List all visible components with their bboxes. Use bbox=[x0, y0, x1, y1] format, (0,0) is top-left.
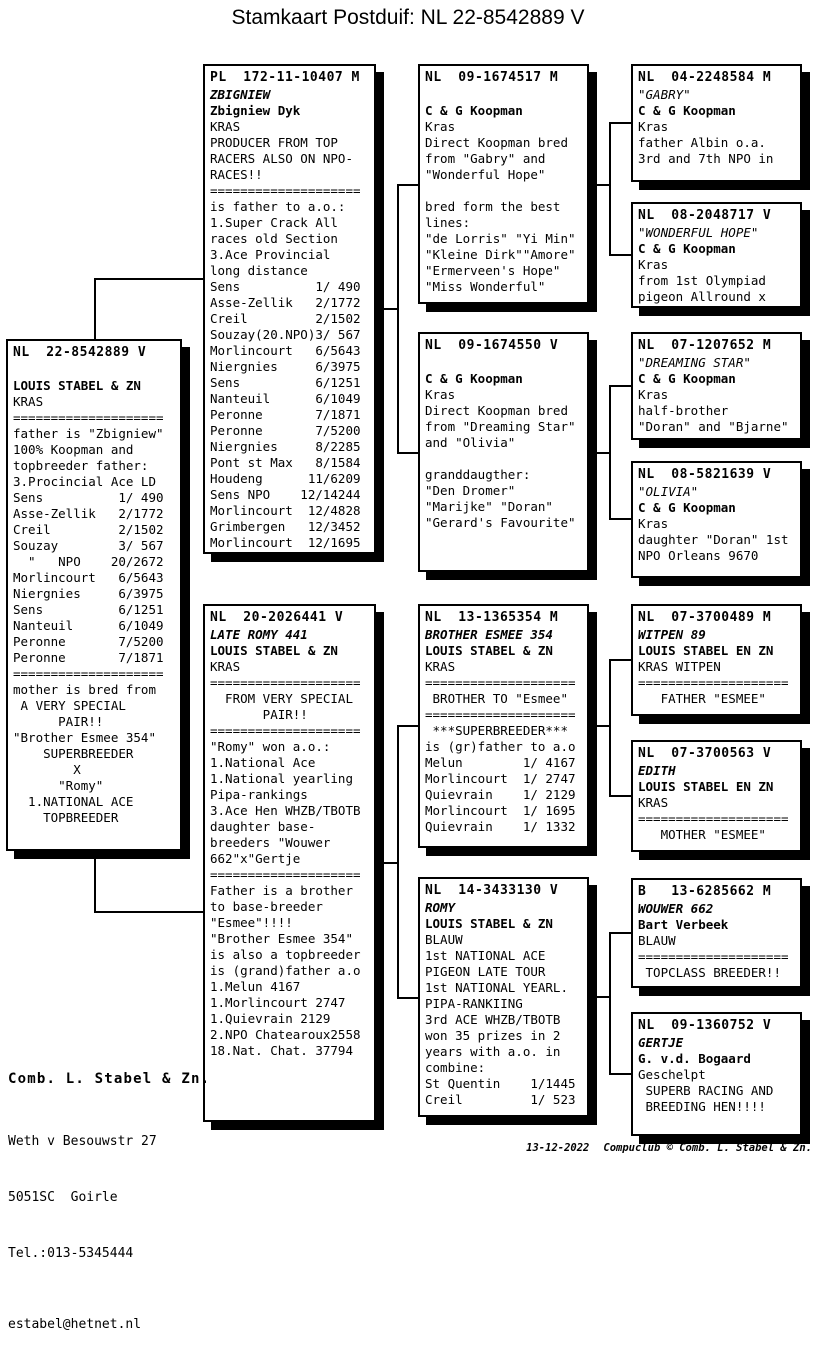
ring-number: NL 20-2026441 V bbox=[210, 610, 344, 625]
box-line: 18.Nat. Chat. 37794 bbox=[210, 1043, 353, 1058]
box-line: Sens NPO 12/14244 bbox=[210, 487, 361, 502]
pedigree-box-fff bbox=[631, 64, 802, 182]
connector-line bbox=[609, 254, 631, 256]
box-line: FROM VERY SPECIAL bbox=[210, 691, 353, 706]
box-line: Niergnies 6/3975 bbox=[210, 359, 361, 374]
box-line: "Romy" bbox=[13, 778, 104, 793]
connector-line bbox=[376, 308, 398, 310]
pedigree-box-mm bbox=[418, 877, 589, 1117]
connector-line bbox=[609, 122, 611, 256]
box-line: topbreeder father: bbox=[13, 458, 149, 473]
box-line: ==================== bbox=[425, 675, 576, 690]
box-line: "de Lorris" "Yi Min" bbox=[425, 231, 576, 246]
connector-line bbox=[609, 659, 631, 661]
box-line: "Gerard's Favourite" bbox=[425, 515, 576, 530]
ring-number: NL 07-3700489 M bbox=[638, 610, 772, 625]
box-line: PIGEON LATE TOUR bbox=[425, 964, 546, 979]
box-line: 3.Procincial Ace LD bbox=[13, 474, 156, 489]
pedigree-box-mf bbox=[418, 604, 589, 848]
breeder-street: Weth v Besouwstr 27 bbox=[8, 1134, 157, 1149]
box-line: father Albin o.a. bbox=[638, 135, 766, 150]
box-line: Grimbergen 12/3452 bbox=[210, 519, 361, 534]
connector-line bbox=[609, 659, 611, 797]
box-line: to base-breeder bbox=[210, 899, 323, 914]
pedigree-box-mmf bbox=[631, 878, 802, 988]
box-line: Sens 6/1251 bbox=[13, 602, 164, 617]
box-line: GERTJE bbox=[638, 1035, 684, 1050]
box-line: Kras bbox=[638, 119, 669, 134]
box-line: Father is a brother bbox=[210, 883, 353, 898]
box-line: Bart Verbeek bbox=[638, 917, 729, 932]
box-line: C & G Koopman bbox=[638, 500, 736, 515]
box-line bbox=[425, 183, 582, 199]
ring-number: NL 07-3700563 V bbox=[638, 746, 772, 761]
box-line: RACERS ALSO ON NPO- bbox=[210, 151, 353, 166]
ring-number: NL 13-1365354 M bbox=[425, 610, 559, 625]
box-line: LOUIS STABEL & ZN bbox=[210, 643, 338, 658]
box-line: "Marijke" "Doran" bbox=[425, 499, 553, 514]
box-line: Morlincourt 12/4828 bbox=[210, 503, 361, 518]
box-line: ==================== bbox=[210, 867, 361, 882]
box-line: Zbigniew Dyk bbox=[210, 103, 301, 118]
box-line: Asse-Zellik 2/1772 bbox=[13, 506, 164, 521]
box-line: PAIR!! bbox=[13, 714, 104, 729]
page-title: Stamkaart Postduif: NL 22-8542889 V bbox=[231, 6, 585, 29]
box-line: KRAS bbox=[425, 659, 456, 674]
box-line: BROTHER TO "Esmee" bbox=[425, 691, 568, 706]
box-line: MOTHER "ESMEE" bbox=[638, 827, 766, 842]
box-line: is father to a.o.: bbox=[210, 199, 346, 214]
box-line: "Brother Esmee 354" bbox=[13, 730, 156, 745]
box-line: RACES!! bbox=[210, 167, 263, 182]
box-line: C & G Koopman bbox=[638, 103, 736, 118]
box-line: Creil 1/ 523 bbox=[425, 1092, 576, 1107]
box-line: G. v.d. Bogaard bbox=[638, 1051, 751, 1066]
box-line: from "Gabry" and bbox=[425, 151, 546, 166]
box-line: C & G Koopman bbox=[638, 241, 736, 256]
box-line: years with a.o. in bbox=[425, 1044, 561, 1059]
box-line: is also a topbreeder bbox=[210, 947, 361, 962]
box-line: "OLIVIA" bbox=[638, 484, 699, 499]
pedigree-box-ff bbox=[418, 64, 589, 304]
box-line: PAIR!! bbox=[210, 707, 308, 722]
box-line: "GABRY" bbox=[638, 87, 691, 102]
box-line: Nanteuil 6/1049 bbox=[210, 391, 361, 406]
connector-line bbox=[397, 997, 418, 999]
box-line: Peronne 7/5200 bbox=[13, 634, 164, 649]
connector-line bbox=[609, 385, 611, 520]
ring-number: NL 22-8542889 V bbox=[13, 345, 147, 360]
box-line: half-brother bbox=[638, 403, 729, 418]
box-line: from 1st Olympiad bbox=[638, 273, 766, 288]
box-line: "Ermerveen's Hope" bbox=[425, 263, 561, 278]
box-line: WOUWER 662 bbox=[638, 901, 714, 916]
box-line: LOUIS STABEL & ZN bbox=[425, 643, 553, 658]
connector-line bbox=[94, 911, 203, 913]
box-line: PIPA-RANKIING bbox=[425, 996, 523, 1011]
ring-number: NL 09-1674550 V bbox=[425, 338, 559, 353]
box-line: Morlincourt 1/ 2747 bbox=[425, 771, 576, 786]
box-line: FATHER "ESMEE" bbox=[638, 691, 766, 706]
box-line: Direct Koopman bred bbox=[425, 403, 568, 418]
box-line: C & G Koopman bbox=[425, 371, 523, 386]
connector-line bbox=[376, 862, 398, 864]
box-line: TOPBREEDER bbox=[13, 810, 119, 825]
box-line: 3.Ace Hen WHZB/TBOTB bbox=[210, 803, 361, 818]
box-line bbox=[13, 362, 175, 378]
connector-line bbox=[589, 725, 610, 727]
box-line: father is "Zbigniew" bbox=[13, 426, 164, 441]
box-line: combine: bbox=[425, 1060, 486, 1075]
contact-block bbox=[8, 1033, 210, 1370]
box-line: Sens 1/ 490 bbox=[13, 490, 164, 505]
box-line: "Miss Wonderful" bbox=[425, 279, 546, 294]
footer-date: 13-12-2022 bbox=[526, 1142, 590, 1154]
box-line: Niergnies 6/3975 bbox=[13, 586, 164, 601]
breeder-phone: Tel.:013-5345444 bbox=[8, 1246, 134, 1261]
footer-compuclub: Compuclub © Comb. L. Stabel & Zn. bbox=[603, 1142, 812, 1154]
box-line: Asse-Zellik 2/1772 bbox=[210, 295, 361, 310]
box-line: 1.National yearling bbox=[210, 771, 353, 786]
pedigree-box-fm bbox=[418, 332, 589, 572]
box-line: Morlincourt 6/5643 bbox=[13, 570, 164, 585]
box-line: Kras bbox=[638, 257, 669, 272]
box-line: KRAS bbox=[13, 394, 44, 409]
box-line: ==================== bbox=[13, 410, 164, 425]
connector-line bbox=[609, 518, 631, 520]
box-line: EDITH bbox=[638, 763, 676, 778]
pedigree-box-mfm bbox=[631, 740, 802, 852]
box-line: ==================== bbox=[425, 707, 576, 722]
connector-line bbox=[397, 184, 418, 186]
connector-line bbox=[589, 452, 610, 454]
box-line: 1.Melun 4167 bbox=[210, 979, 301, 994]
box-line: Geschelpt bbox=[638, 1067, 706, 1082]
box-line: 1.NATIONAL ACE bbox=[13, 794, 134, 809]
box-line: Pipa-rankings bbox=[210, 787, 308, 802]
box-line: 3rd and 7th NPO in bbox=[638, 151, 774, 166]
box-line: Quievrain 1/ 2129 bbox=[425, 787, 576, 802]
box-line: ==================== bbox=[638, 675, 789, 690]
box-line: 1.Morlincourt 2747 bbox=[210, 995, 346, 1010]
box-line: breeders "Wouwer bbox=[210, 835, 331, 850]
ring-number: NL 07-1207652 M bbox=[638, 338, 772, 353]
box-line: Morlincourt 12/1695 bbox=[210, 535, 361, 550]
box-line: A VERY SPECIAL bbox=[13, 698, 126, 713]
box-line: Direct Koopman bred bbox=[425, 135, 568, 150]
box-line: KRAS bbox=[210, 119, 241, 134]
pedigree-box-mmm bbox=[631, 1012, 802, 1136]
pedigree-box-fmm bbox=[631, 461, 802, 578]
box-line: and "Olivia" bbox=[425, 435, 516, 450]
box-line: Niergnies 8/2285 bbox=[210, 439, 361, 454]
pedigree-box-ffm bbox=[631, 202, 802, 308]
connector-line bbox=[589, 996, 610, 998]
pedigree-box-mother bbox=[203, 604, 376, 1122]
box-line: WITPEN 89 bbox=[638, 627, 706, 642]
box-line: bred form the best bbox=[425, 199, 561, 214]
box-line: Peronne 7/1871 bbox=[13, 650, 164, 665]
box-line: TOPCLASS BREEDER!! bbox=[638, 965, 781, 980]
box-line: BROTHER ESMEE 354 bbox=[425, 627, 553, 642]
ring-number: B 13-6285662 M bbox=[638, 884, 772, 899]
pedigree-box-mff bbox=[631, 604, 802, 716]
connector-line bbox=[609, 932, 631, 934]
box-line: "Doran" and "Bjarne" bbox=[638, 419, 789, 434]
box-line: "Romy" won a.o.: bbox=[210, 739, 331, 754]
box-line: ==================== bbox=[13, 666, 164, 681]
box-line: ***SUPERBREEDER*** bbox=[425, 723, 568, 738]
box-line: ROMY bbox=[425, 900, 456, 915]
box-line: BREEDING HEN!!!! bbox=[638, 1099, 766, 1114]
connector-line bbox=[94, 851, 96, 913]
box-line: lines: bbox=[425, 215, 471, 230]
connector-line bbox=[609, 932, 611, 1075]
ring-number: PL 172-11-10407 M bbox=[210, 70, 360, 85]
box-line: "Wonderful Hope" bbox=[425, 167, 546, 182]
box-line: "WONDERFUL HOPE" bbox=[638, 225, 759, 240]
box-line: "Brother Esmee 354" bbox=[210, 931, 353, 946]
box-line bbox=[425, 87, 582, 103]
box-line: 1st NATIONAL YEARL. bbox=[425, 980, 568, 995]
box-line bbox=[425, 451, 582, 467]
breeder-city: 5051SC Goirle bbox=[8, 1190, 118, 1205]
connector-line bbox=[609, 122, 631, 124]
box-line: mother is bred from bbox=[13, 682, 156, 697]
box-line: pigeon Allround x bbox=[638, 289, 766, 304]
box-line: NPO Orleans 9670 bbox=[638, 548, 759, 563]
box-line: LOUIS STABEL & ZN bbox=[425, 916, 553, 931]
box-line: BLAUW bbox=[638, 933, 676, 948]
box-line: Peronne 7/1871 bbox=[210, 407, 361, 422]
box-line: daughter base- bbox=[210, 819, 316, 834]
box-line: Quievrain 1/ 1332 bbox=[425, 819, 576, 834]
box-line: Souzay(20.NPO)3/ 567 bbox=[210, 327, 361, 342]
box-line: Kras bbox=[425, 119, 456, 134]
box-line: LOUIS STABEL EN ZN bbox=[638, 643, 774, 658]
box-line: KRAS WITPEN bbox=[638, 659, 721, 674]
box-line: is (grand)father a.o bbox=[210, 963, 361, 978]
box-line: ==================== bbox=[210, 723, 361, 738]
ring-number: NL 09-1360752 V bbox=[638, 1018, 772, 1033]
connector-line bbox=[589, 184, 610, 186]
box-line: "Esmee"!!!! bbox=[210, 915, 293, 930]
box-line: Nanteuil 6/1049 bbox=[13, 618, 164, 633]
box-line: ==================== bbox=[638, 949, 789, 964]
connector-line bbox=[94, 278, 96, 341]
box-line: Pont st Max 8/1584 bbox=[210, 455, 361, 470]
box-line: Melun 1/ 4167 bbox=[425, 755, 576, 770]
ring-number: NL 09-1674517 M bbox=[425, 70, 559, 85]
box-line: C & G Koopman bbox=[638, 371, 736, 386]
box-line: Kras bbox=[425, 387, 456, 402]
connector-line bbox=[609, 385, 631, 387]
connector-line bbox=[397, 452, 418, 454]
pedigree-box-main bbox=[6, 339, 182, 851]
ring-number: NL 08-5821639 V bbox=[638, 467, 772, 482]
box-line: 1st NATIONAL ACE bbox=[425, 948, 546, 963]
connector-line bbox=[397, 725, 418, 727]
box-line: 662"x"Gertje bbox=[210, 851, 301, 866]
box-line: Peronne 7/5200 bbox=[210, 423, 361, 438]
box-line: " NPO 20/2672 bbox=[13, 554, 164, 569]
box-line: Kras bbox=[638, 387, 669, 402]
box-line: Souzay 3/ 567 bbox=[13, 538, 164, 553]
box-line: LOUIS STABEL EN ZN bbox=[638, 779, 774, 794]
connector-line bbox=[94, 278, 203, 280]
box-line: ==================== bbox=[210, 183, 361, 198]
breeder-email: estabel@hetnet.nl bbox=[8, 1317, 142, 1332]
box-line: KRAS bbox=[638, 795, 669, 810]
box-line bbox=[425, 355, 582, 371]
box-line: Sens 6/1251 bbox=[210, 375, 361, 390]
ring-number: NL 04-2248584 M bbox=[638, 70, 772, 85]
box-line: 1.National Ace bbox=[210, 755, 316, 770]
box-line: BLAUW bbox=[425, 932, 463, 947]
box-line: "Den Dromer" bbox=[425, 483, 516, 498]
box-line: 1.Quievrain 2129 bbox=[210, 1011, 331, 1026]
box-line: "DREAMING STAR" bbox=[638, 355, 751, 370]
box-line: SUPERBREEDER bbox=[13, 746, 134, 761]
box-line: "Kleine Dirk""Amore" bbox=[425, 247, 576, 262]
breeder-name: Comb. L. Stabel & Zn. bbox=[8, 1071, 211, 1087]
box-line: Creil 2/1502 bbox=[210, 311, 361, 326]
connector-line bbox=[397, 725, 399, 999]
box-line: Houdeng 11/6209 bbox=[210, 471, 361, 486]
box-line: St Quentin 1/1445 bbox=[425, 1076, 576, 1091]
box-line: 2.NPO Chatearoux2558 bbox=[210, 1027, 361, 1042]
box-line: is (gr)father to a.o bbox=[425, 739, 576, 754]
box-line: ZBIGNIEW bbox=[210, 87, 271, 102]
box-line: Sens 1/ 490 bbox=[210, 279, 361, 294]
box-line: KRAS bbox=[210, 659, 241, 674]
connector-line bbox=[609, 795, 631, 797]
box-line: Morlincourt 6/5643 bbox=[210, 343, 361, 358]
box-line: 3.Ace Provincial bbox=[210, 247, 331, 262]
ring-number: NL 08-2048717 V bbox=[638, 208, 772, 223]
connector-line bbox=[609, 1073, 631, 1075]
box-line: long distance bbox=[210, 263, 308, 278]
box-line: 100% Koopman and bbox=[13, 442, 134, 457]
pedigree-box-fmf bbox=[631, 332, 802, 440]
box-line: 3rd ACE WHZB/TBOTB bbox=[425, 1012, 561, 1027]
box-line: C & G Koopman bbox=[425, 103, 523, 118]
box-line: won 35 prizes in 2 bbox=[425, 1028, 561, 1043]
ring-number: NL 14-3433130 V bbox=[425, 883, 559, 898]
box-line: from "Dreaming Star" bbox=[425, 419, 576, 434]
box-line: X bbox=[13, 762, 81, 777]
box-line: Kras bbox=[638, 516, 669, 531]
box-line: granddaugther: bbox=[425, 467, 531, 482]
box-line: LATE ROMY 441 bbox=[210, 627, 308, 642]
box-line: races old Section bbox=[210, 231, 338, 246]
footer-credit bbox=[512, 1142, 812, 1154]
box-line: 1.Super Crack All bbox=[210, 215, 338, 230]
pedigree-box-father bbox=[203, 64, 376, 554]
box-line: LOUIS STABEL & ZN bbox=[13, 378, 141, 393]
box-line: Morlincourt 1/ 1695 bbox=[425, 803, 576, 818]
box-line: daughter "Doran" 1st bbox=[638, 532, 789, 547]
box-line: SUPERB RACING AND bbox=[638, 1083, 774, 1098]
box-line: PRODUCER FROM TOP bbox=[210, 135, 338, 150]
box-line: Creil 2/1502 bbox=[13, 522, 164, 537]
box-line: ==================== bbox=[210, 675, 361, 690]
connector-line bbox=[397, 184, 399, 454]
box-line: ==================== bbox=[638, 811, 789, 826]
